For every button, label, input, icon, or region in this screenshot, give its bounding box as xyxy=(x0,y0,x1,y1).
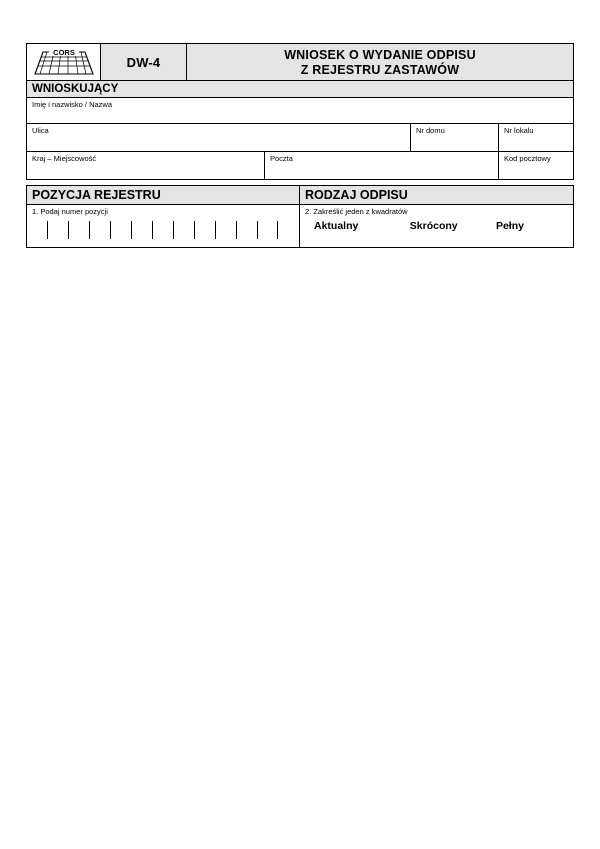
applicant-section-header xyxy=(27,81,573,98)
digit-box[interactable] xyxy=(236,221,257,239)
applicant-row-city xyxy=(27,152,573,179)
digit-box[interactable] xyxy=(89,221,110,239)
form-title-line2: Z REJESTRU ZASTAWÓW xyxy=(300,62,460,77)
copy-type-header xyxy=(300,186,573,205)
field-postal-code[interactable] xyxy=(499,152,573,179)
digit-box[interactable] xyxy=(47,221,68,239)
digit-box[interactable] xyxy=(110,221,131,239)
field-house-no-label: Nr domu xyxy=(416,126,445,135)
copy-type-panel xyxy=(300,185,574,248)
form-title-cell xyxy=(187,44,573,80)
copy-type-options xyxy=(300,220,573,232)
register-position-body xyxy=(27,205,299,247)
digit-box[interactable] xyxy=(215,221,236,239)
field-flat-no[interactable] xyxy=(499,124,573,151)
copy-type-instruction: 2. Zakreślić jeden z kwadratów xyxy=(305,207,408,216)
field-country-city[interactable] xyxy=(27,152,265,179)
applicant-row-address xyxy=(27,124,573,152)
applicant-row-name xyxy=(27,98,573,124)
form-dw4 xyxy=(26,43,574,248)
copy-type-option-skrocony[interactable]: Skrócony xyxy=(409,220,458,232)
field-street-label: Ulica xyxy=(32,126,49,135)
register-position-digit-boxes[interactable] xyxy=(47,221,278,239)
cors-logo-icon xyxy=(33,48,95,76)
field-post-office-label: Poczta xyxy=(270,154,293,163)
field-street[interactable] xyxy=(27,124,411,151)
field-name-label: Imię i nazwisko / Nazwa xyxy=(32,100,113,109)
digit-box[interactable] xyxy=(131,221,152,239)
digit-box[interactable] xyxy=(194,221,215,239)
svg-text:CORS: CORS xyxy=(52,48,75,57)
digit-box[interactable] xyxy=(68,221,89,239)
field-house-no[interactable] xyxy=(411,124,499,151)
copy-type-option-pelny[interactable]: Pełny xyxy=(495,220,524,232)
field-flat-no-label: Nr lokalu xyxy=(504,126,534,135)
field-country-city-label: Kraj – Miejscowość xyxy=(32,154,97,163)
register-position-title: POZYCJA REJESTRU xyxy=(32,188,161,202)
digit-box[interactable] xyxy=(173,221,194,239)
digit-box[interactable] xyxy=(257,221,278,239)
applicant-section-title: WNIOSKUJĄCY xyxy=(32,83,119,95)
copy-type-option-aktualny[interactable]: Aktualny xyxy=(314,220,359,232)
field-postal-code-label: Kod pocztowy xyxy=(504,154,551,163)
form-code-cell xyxy=(101,44,187,80)
register-position-header xyxy=(27,186,299,205)
form-code: DW-4 xyxy=(126,54,161,70)
copy-type-body xyxy=(300,205,573,247)
copy-type-title: RODZAJ ODPISU xyxy=(305,188,408,202)
logo-cell xyxy=(27,44,101,80)
digit-box[interactable] xyxy=(152,221,173,239)
form-title-line1: WNIOSEK O WYDANIE ODPISU xyxy=(284,47,476,62)
field-name[interactable] xyxy=(27,98,573,123)
register-position-instruction: 1. Podaj numer pozycji xyxy=(32,207,108,216)
applicant-section xyxy=(26,81,574,180)
bottom-panels xyxy=(26,185,574,248)
register-position-panel xyxy=(26,185,300,248)
form-header xyxy=(26,43,574,81)
field-post-office[interactable] xyxy=(265,152,499,179)
